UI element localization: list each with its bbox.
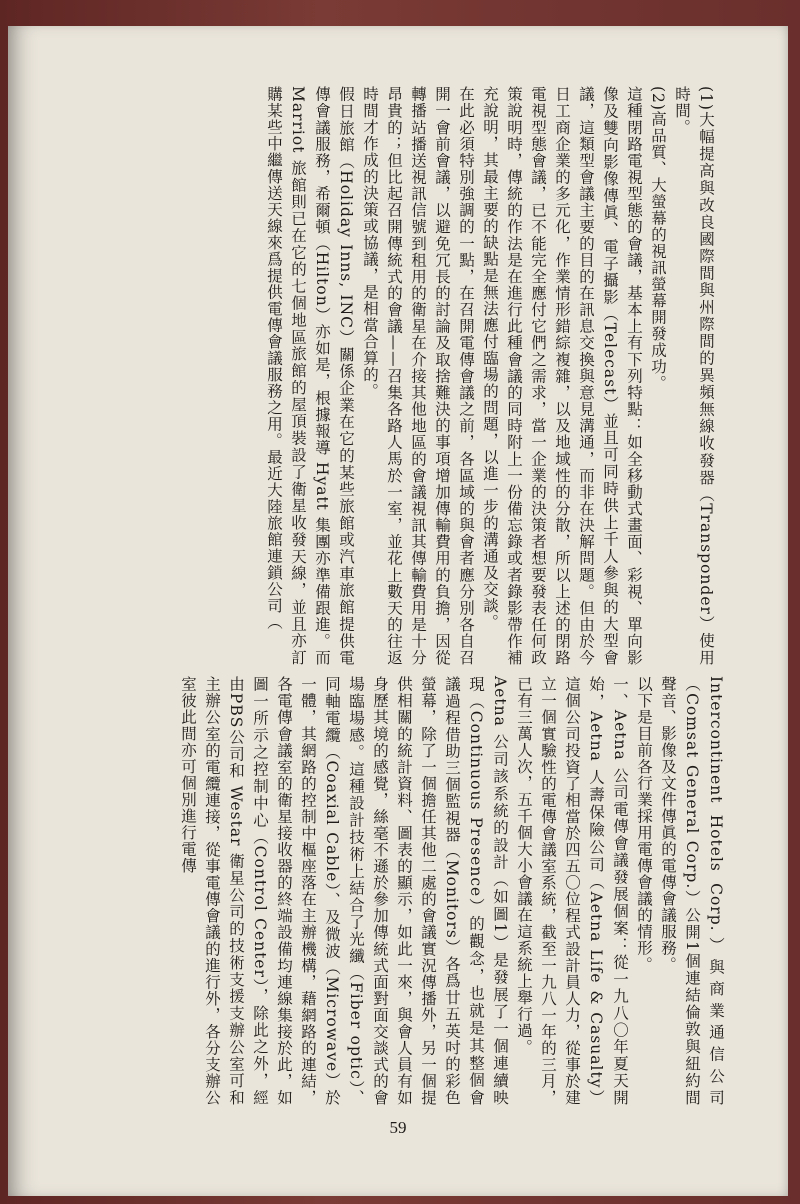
list-item-1: (1)大幅提高與改良國際間與州際間的異頻無線收發器（Transponder）使用時間。 bbox=[673, 86, 715, 666]
paragraph-pre-meeting: 在此必須特別強調的一點，在召開電傳會議之前，各區域的與會者應分別各自召開一會前會議，以避免冗長的討論及取捨難決的事項增加傳輸費用的負擔，因從轉播站播送視訊信號到租用的衛星在介接其他地區的會議視訊其傳輸費用是十分昂貴的；但比起召開傳統式的會議——召集各路人馬於一室，並花上數天的往返時間才作成的決策或協議，是相當合算的。 bbox=[361, 86, 475, 666]
paragraph-intercontinent: Intercontinent Hotels Corp.）與商業通信公司（Comsat General Corp.）公開1個連結倫敦與紐約間聲音、影像及文件傳眞的電傳會議服務。 bbox=[659, 676, 725, 1106]
paragraph-industry-intro: 以下是目前各行業採用電傳會議的情形。 bbox=[635, 676, 653, 973]
page-number: 59 bbox=[389, 1118, 407, 1137]
paragraph-closed-circuit: 這種閉路電視型態的會議，基本上有下列特點：如全移動式畫面、彩視、單向影像及雙向影像傳眞、電子攝影（Telecast）並且可同時供上千人參與的大型會議，這類型會議主要的目的在訊息交換與意見溝通，而非在決解問題。但由於今日工商企業的多元化，作業情形錯綜複雜，以及地域性的分散，所以上述的閉路電視型態會議，已不能完全應付它們之需求，當一企業的決策者想要發表任何政策說明時，傳統的作法是在進行此種會議的同時附上一份備忘錄或者錄影帶作補充說明，其最主要的缺點是無法應付臨場的問題，以進一步的溝通及交談。 bbox=[481, 86, 643, 666]
paragraph-aetna-design: Aetna 公司該系統的設計（如圖1）是發展了一個連續映現（Continuous Presence）的觀念，也就是其整個會議過程借助三個監視器（Monitors）各爲廿五英吋的彩色螢幕，除了一個擔任其他二處的會議實況傳播外，另一個提供相關的統計資料、圖表的顯示，如此一來，與會人員有如身歷其境的感覺，絲毫不遜於參加傳統式面對面交談式的會場臨場感。這種設計技術上結合了光纖（Fiber optic）、同軸電纜（Coaxial Cable）、及微波（Microwave）於一體，其網路的控制中樞座落在主辦機構，藉網路的連結，各電傳會議室的衛星接收器的終端設備均連線集接於此，如圖一所示之控制中心（Control Center），除此之外，經由PBS公司和 Westar 衛星公司的技術支援支辦公室可和主辦公室的電纜連接，從事電傳會議的進行外，各分支辦公室彼此間亦可個別進行電傳 bbox=[179, 676, 509, 1106]
upper-text-column bbox=[98, 86, 718, 666]
book-page bbox=[8, 26, 788, 1196]
list-item-2: (2)高品質、大螢幕的視訊螢幕開發成功。 bbox=[649, 86, 667, 392]
paragraph-aetna-case: 一、Aetna 公司電傳會議發展個案：從一九八〇年夏天開始，Aetna 人壽保險公司（Aetna Life & Casualty）這個公司投資了相當於四五〇位程式設計員人力，從事於建立一個實驗性的電傳會議室系統，截至一九八一年的三月，已有三萬人次，五千個大小會議在這系統上舉行過。 bbox=[515, 676, 629, 1106]
lower-text-column bbox=[103, 676, 728, 1106]
paragraph-hotels: 假日旅館（Holiday Inns, INC）關係企業在它的某些旅館或汽車旅館提供電傳會議服務，希爾頓（Hilton）亦如是，根據報導 Hyatt 集團亦準備跟進。而 Marriot 旅館則已在它的七個地區旅館的屋頂裝設了衛星收發天線，並且亦訂購某些中繼傳送天線來爲提供電傳會議服務之用。最近大陸旅館連鎖公司（ bbox=[265, 86, 355, 666]
